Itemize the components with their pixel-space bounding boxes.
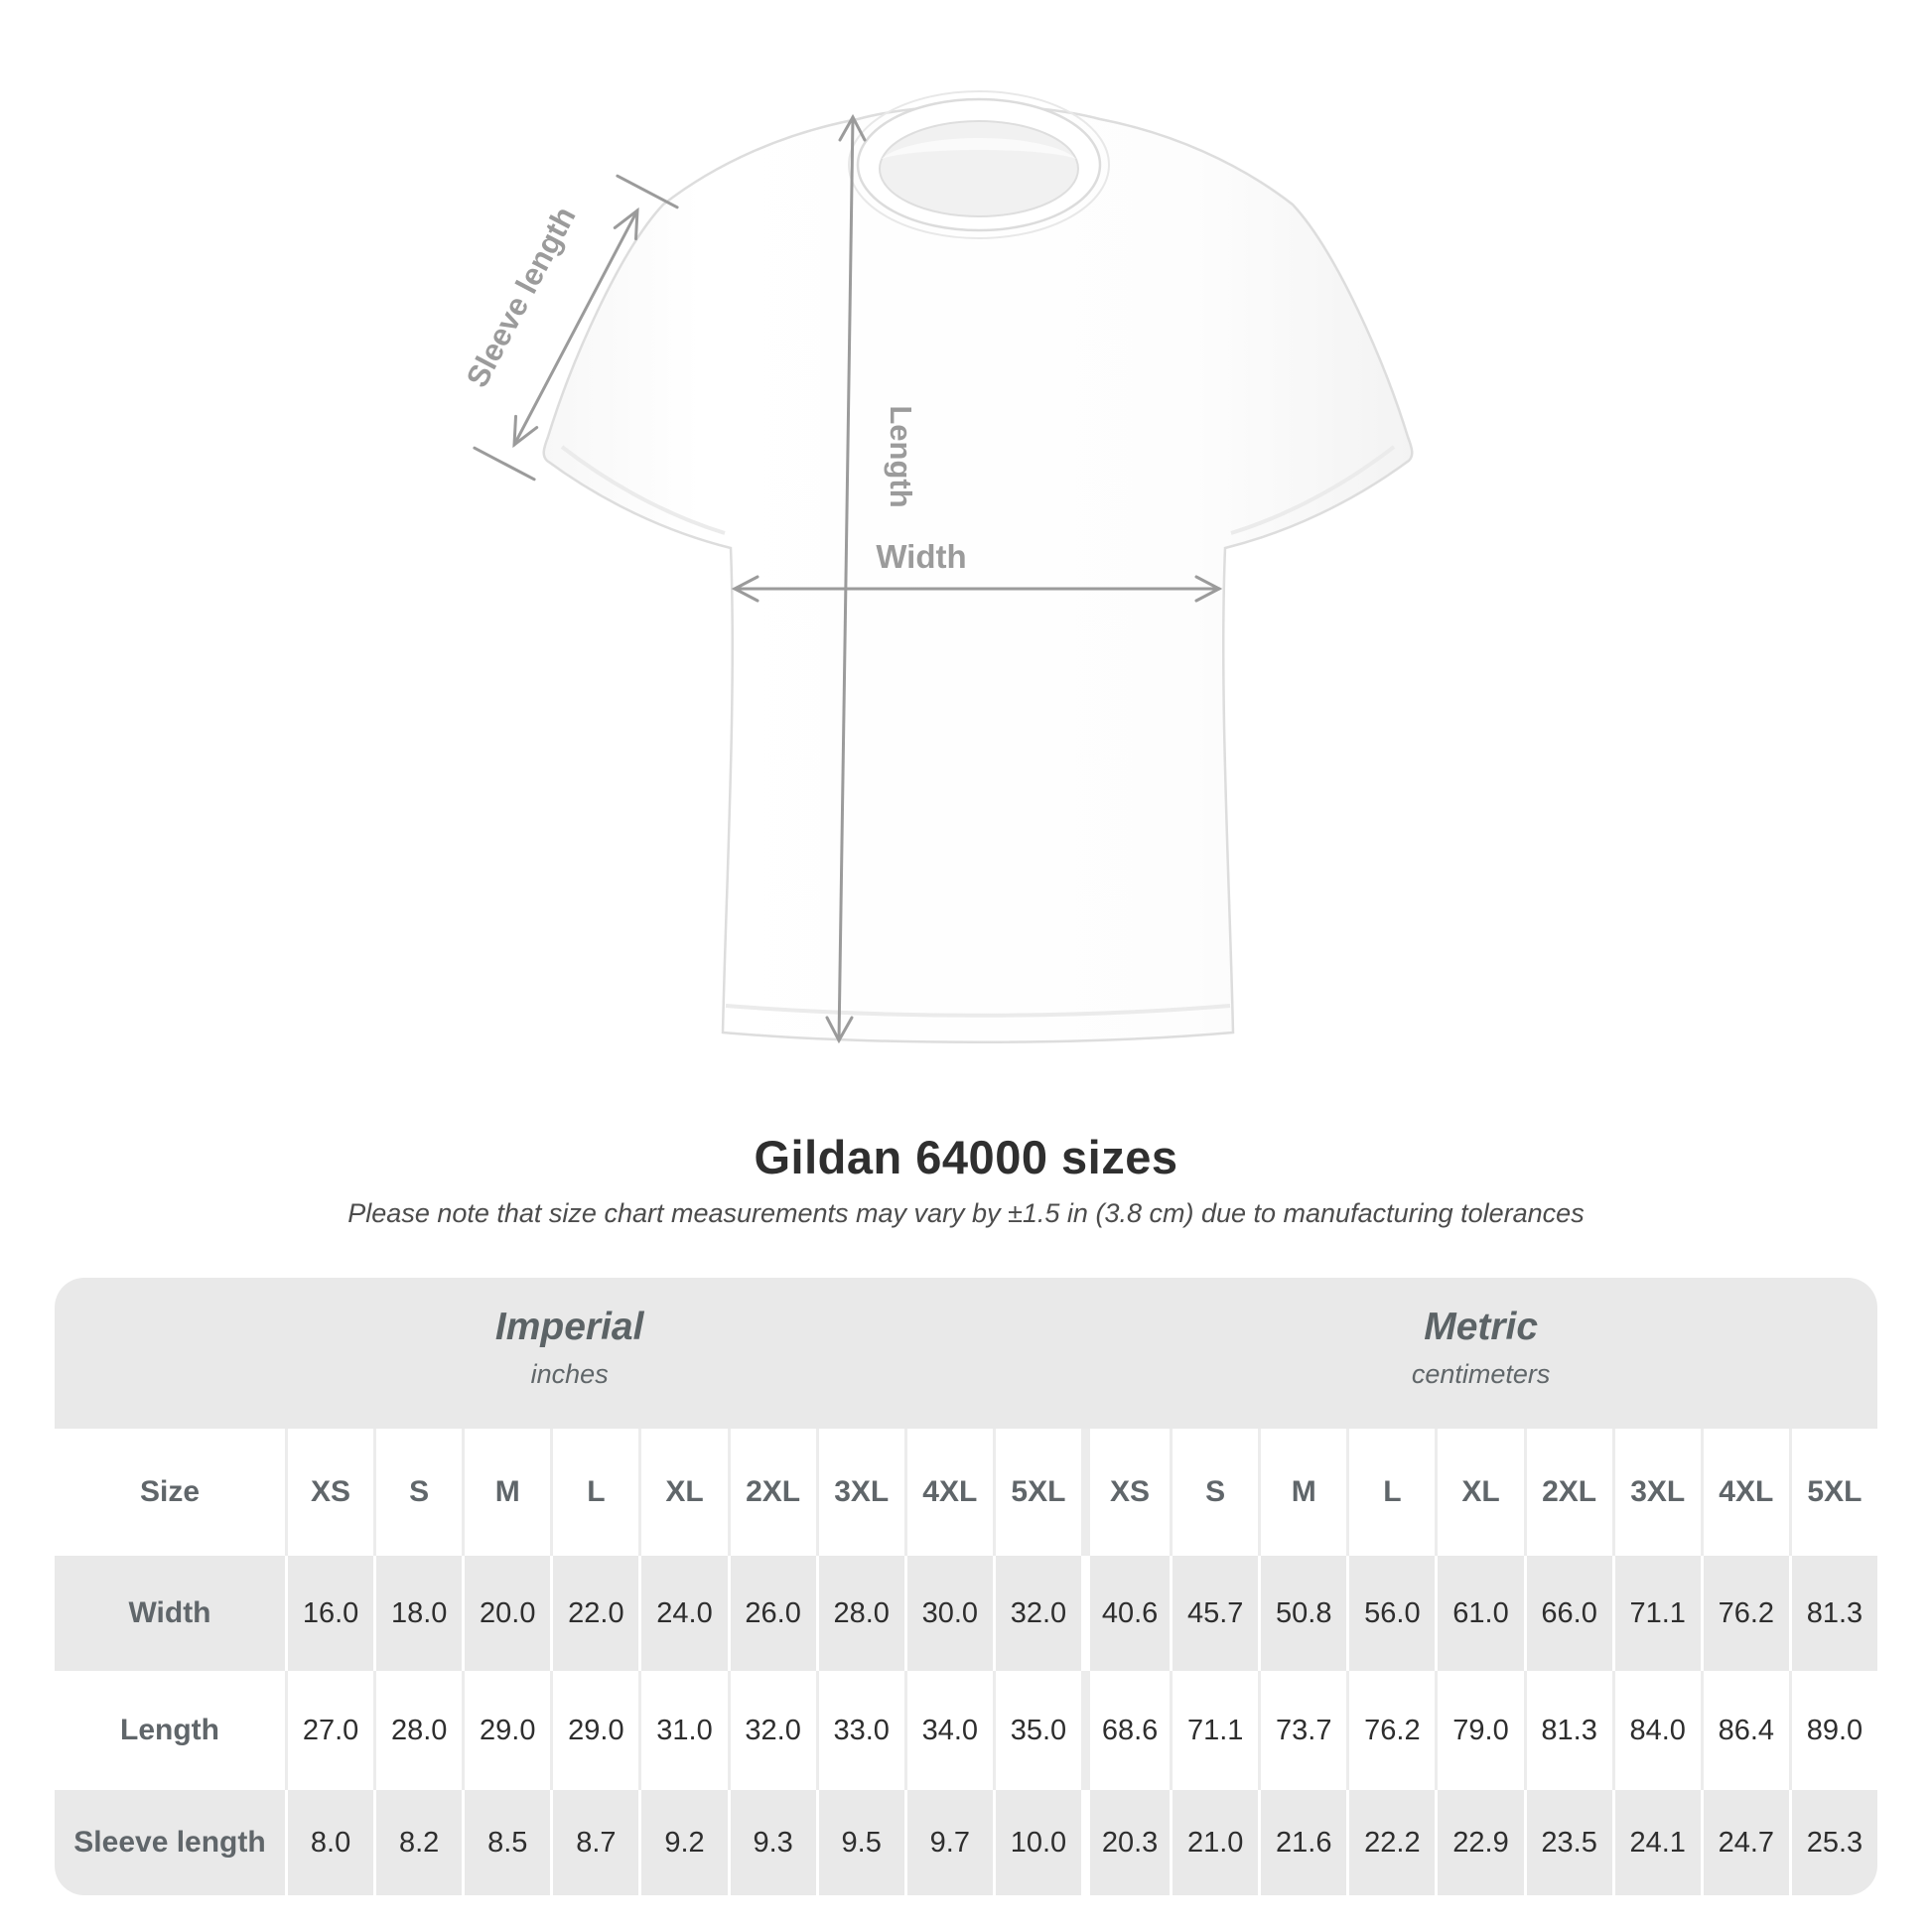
value-cell-metric: 79.0 — [1435, 1671, 1523, 1790]
sleeve-length-end-tick-top — [618, 176, 677, 207]
page-title: Gildan 64000 sizes — [754, 1131, 1178, 1183]
value-cell-metric: 22.2 — [1346, 1790, 1435, 1895]
value-cell-imperial: 33.0 — [816, 1671, 904, 1790]
value-cell-metric: 76.2 — [1346, 1671, 1435, 1790]
value-cell-imperial: 32.0 — [728, 1671, 816, 1790]
size-header-cell-metric: L — [1346, 1429, 1435, 1556]
collar-opening — [880, 121, 1078, 216]
value-cell-metric: 22.9 — [1435, 1790, 1523, 1895]
size-header-cell-imperial: XL — [638, 1429, 727, 1556]
value-cell-imperial: 29.0 — [550, 1671, 638, 1790]
tolerance-note: Please note that size chart measurements may vary by ±1.5 in (3.8 cm) due to manufacturing tolerances — [347, 1198, 1585, 1228]
value-cell-imperial: 9.3 — [728, 1790, 816, 1895]
size-header-cell-metric: S — [1170, 1429, 1258, 1556]
value-cell-imperial: 22.0 — [550, 1556, 638, 1671]
imperial-section-unit: inches — [530, 1359, 609, 1389]
imperial-section-header — [55, 1306, 1084, 1390]
value-cell-imperial: 24.0 — [638, 1556, 727, 1671]
value-cell-metric: 66.0 — [1524, 1556, 1612, 1671]
value-cell-imperial: 16.0 — [285, 1556, 373, 1671]
value-cell-metric: 50.8 — [1258, 1556, 1346, 1671]
size-header-cell-imperial: 4XL — [904, 1429, 993, 1556]
measurements-grid — [55, 1429, 1877, 1895]
value-cell-imperial: 9.5 — [816, 1790, 904, 1895]
value-cell-metric: 71.1 — [1612, 1556, 1701, 1671]
heading-block — [0, 1130, 1932, 1229]
value-cell-imperial: 9.7 — [904, 1790, 993, 1895]
value-cell-metric: 89.0 — [1789, 1671, 1877, 1790]
value-cell-imperial: 8.5 — [462, 1790, 550, 1895]
metric-section-unit: centimeters — [1411, 1359, 1551, 1389]
value-cell-metric: 25.3 — [1789, 1790, 1877, 1895]
value-cell-metric: 20.3 — [1081, 1790, 1170, 1895]
value-cell-metric: 23.5 — [1524, 1790, 1612, 1895]
width-arrow-label: Width — [876, 538, 967, 575]
length-arrow-label: Length — [884, 405, 918, 508]
tshirt-silhouette — [544, 106, 1413, 1042]
value-cell-metric: 86.4 — [1701, 1671, 1789, 1790]
value-cell-metric: 45.7 — [1170, 1556, 1258, 1671]
row-label: Width — [55, 1556, 285, 1671]
value-cell-metric: 56.0 — [1346, 1556, 1435, 1671]
value-cell-imperial: 8.2 — [373, 1790, 462, 1895]
value-cell-metric: 21.0 — [1170, 1790, 1258, 1895]
value-cell-metric: 21.6 — [1258, 1790, 1346, 1895]
value-cell-imperial: 31.0 — [638, 1671, 727, 1790]
size-header-cell-imperial: L — [550, 1429, 638, 1556]
sleeve-length-arrow-label: Sleeve length — [459, 201, 583, 393]
size-header-cell-imperial: XS — [285, 1429, 373, 1556]
value-cell-imperial: 26.0 — [728, 1556, 816, 1671]
value-cell-metric: 76.2 — [1701, 1556, 1789, 1671]
row-label: Sleeve length — [55, 1790, 285, 1895]
size-header-cell-metric: XS — [1081, 1429, 1170, 1556]
value-cell-imperial: 29.0 — [462, 1671, 550, 1790]
size-header-cell-imperial: 2XL — [728, 1429, 816, 1556]
size-header-cell-imperial: 3XL — [816, 1429, 904, 1556]
value-cell-imperial: 8.0 — [285, 1790, 373, 1895]
value-cell-metric: 81.3 — [1789, 1556, 1877, 1671]
size-header-cell-metric: 3XL — [1612, 1429, 1701, 1556]
value-cell-imperial: 32.0 — [993, 1556, 1081, 1671]
size-header-cell-metric: 4XL — [1701, 1429, 1789, 1556]
value-cell-imperial: 30.0 — [904, 1556, 993, 1671]
value-cell-metric: 68.6 — [1081, 1671, 1170, 1790]
metric-section-header — [1084, 1306, 1877, 1390]
units-header-band — [55, 1278, 1877, 1429]
size-header-cell-imperial: 5XL — [993, 1429, 1081, 1556]
value-cell-metric: 40.6 — [1081, 1556, 1170, 1671]
value-cell-imperial: 8.7 — [550, 1790, 638, 1895]
value-cell-metric: 71.1 — [1170, 1671, 1258, 1790]
value-cell-imperial: 18.0 — [373, 1556, 462, 1671]
value-cell-imperial: 10.0 — [993, 1790, 1081, 1895]
value-cell-metric: 61.0 — [1435, 1556, 1523, 1671]
size-column-header: Size — [55, 1429, 285, 1556]
sleeve-length-end-tick-bottom — [475, 448, 534, 480]
row-label: Length — [55, 1671, 285, 1790]
size-table — [55, 1278, 1877, 1895]
metric-section-title: Metric — [1424, 1306, 1539, 1348]
imperial-section-title: Imperial — [494, 1306, 644, 1348]
value-cell-metric: 73.7 — [1258, 1671, 1346, 1790]
value-cell-imperial: 35.0 — [993, 1671, 1081, 1790]
value-cell-metric: 81.3 — [1524, 1671, 1612, 1790]
value-cell-imperial: 28.0 — [816, 1556, 904, 1671]
size-header-cell-metric: 5XL — [1789, 1429, 1877, 1556]
size-header-cell-imperial: M — [462, 1429, 550, 1556]
size-header-cell-imperial: S — [373, 1429, 462, 1556]
value-cell-metric: 24.1 — [1612, 1790, 1701, 1895]
size-header-cell-metric: XL — [1435, 1429, 1523, 1556]
value-cell-imperial: 27.0 — [285, 1671, 373, 1790]
value-cell-imperial: 28.0 — [373, 1671, 462, 1790]
size-header-cell-metric: 2XL — [1524, 1429, 1612, 1556]
value-cell-imperial: 34.0 — [904, 1671, 993, 1790]
value-cell-imperial: 9.2 — [638, 1790, 727, 1895]
size-header-cell-metric: M — [1258, 1429, 1346, 1556]
value-cell-metric: 84.0 — [1612, 1671, 1701, 1790]
value-cell-metric: 24.7 — [1701, 1790, 1789, 1895]
value-cell-imperial: 20.0 — [462, 1556, 550, 1671]
